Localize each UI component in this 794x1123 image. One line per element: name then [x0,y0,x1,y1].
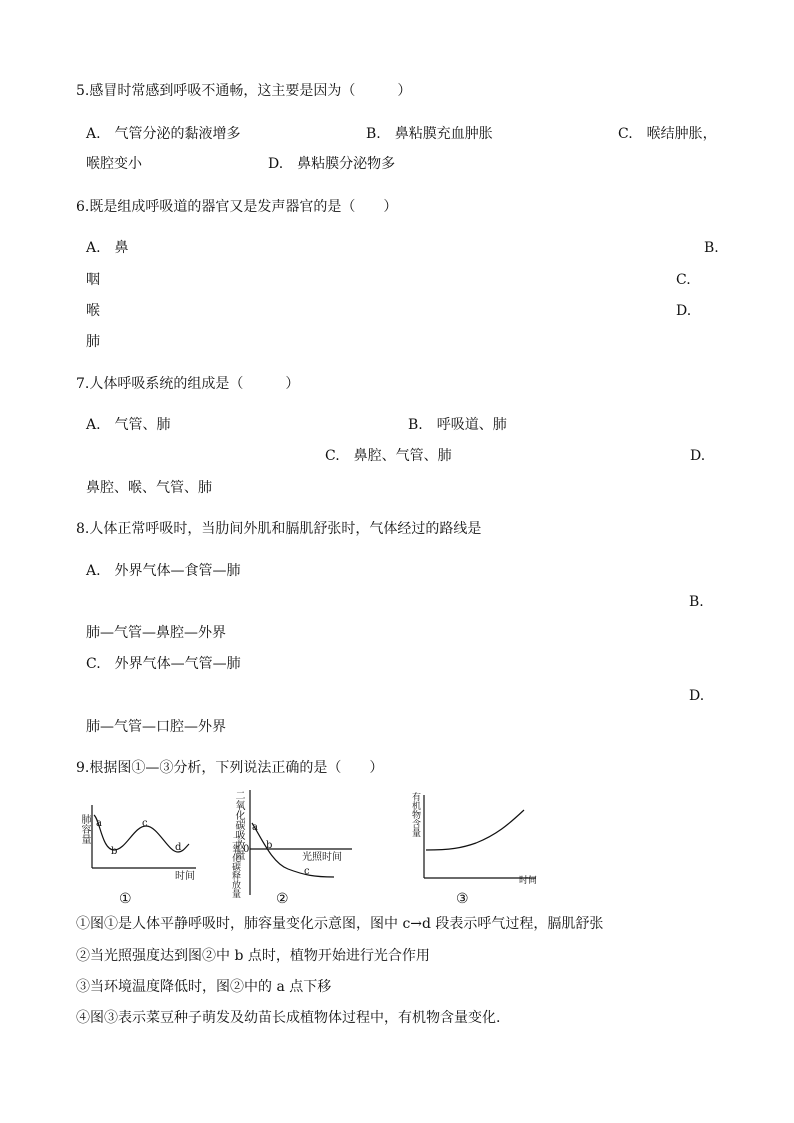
question-7-option-b: B. 呼吸道、肺 [408,417,507,433]
question-9-statement-1: ①图①是人体平静呼吸时，肺容量变化示意图，图中 c→d 段表示呼气过程，膈肌舒张 [76,916,604,932]
figure-2-x-label: 光照时间 [302,852,342,863]
question-6-option-c-text: 喉 [86,303,100,319]
figure-2-point-b: b [266,840,273,851]
question-7-option-c: C. 鼻腔、气管、肺 [325,448,452,464]
question-6-option-d-text: 肺 [86,334,100,350]
figure-1-caption: ① [119,891,132,907]
figure-1-y-label: 肺容量 [79,814,90,844]
figure-2-y-label-negative: 二氧化碳释放量 [230,835,240,898]
question-6-option-d-label: D. [676,303,692,319]
figure-2-point-c: c [304,866,310,877]
figure-2-plot [228,785,368,900]
question-8-option-a: A. 外界气体—食管—肺 [86,563,241,579]
question-7-option-d-text: 鼻腔、喉、气管、肺 [86,480,212,496]
figure-3-x-label: 时间 [519,876,538,886]
question-7-stem: 7.人体呼吸系统的组成是（ ） [76,376,300,392]
question-6-option-a: A. 鼻 [86,240,129,256]
figure-2-curve [252,823,334,877]
question-5-option-a: A. 气管分泌的黏液增多 [86,126,241,142]
question-5-option-c-continued: 喉腔变小 [86,156,142,172]
question-5-option-d: D. 鼻粘膜分泌物多 [268,156,396,172]
figure-2-point-a: a [252,822,258,833]
question-9-statement-2: ②当光照强度达到图②中 b 点时，植物开始进行光合作用 [76,948,430,964]
question-8-option-c: C. 外界气体—气管—肺 [86,656,241,672]
figure-3-plot [400,790,545,890]
figure-1-x-label: 时间 [175,871,195,882]
question-8-option-b-label: B. [689,594,704,610]
question-6-option-b-label: B. [704,240,719,256]
question-6-stem: 6.既是组成呼吸道的器官又是发声器官的是（ ） [76,199,398,215]
figure-2-zero: 0 [243,844,250,855]
figure-3-y-label: 有机物含量 [410,792,420,837]
figure-1-point-a: a [96,818,102,829]
question-8-option-b-text: 肺—气管—鼻腔—外界 [86,625,226,641]
question-5-option-c: C. 喉结肿胀， [618,126,717,142]
question-8-stem: 8.人体正常呼吸时，当肋间外肌和膈肌舒张时，气体经过的路线是 [76,521,482,537]
question-5-option-b: B. 鼻粘膜充血肿胀 [366,126,493,142]
figure-1-plot [76,800,206,910]
figure-3-caption: ③ [456,891,469,907]
question-8-option-d-text: 肺—气管—口腔—外界 [86,719,226,735]
question-5-stem: 5.感冒时常感到呼吸不通畅，这主要是因为（ ） [76,83,412,99]
question-9-statement-4: ④图③表示菜豆种子萌发及幼苗长成植物体过程中，有机物含量变化. [76,1010,501,1026]
question-8-option-d-label: D. [689,688,705,704]
question-6-option-c-label: C. [676,272,691,288]
figure-2-caption: ② [276,891,289,907]
question-9-statement-3: ③当环境温度降低时，图②中的 a 点下移 [76,979,332,995]
question-7-option-d-label: D. [690,448,706,464]
question-6-option-b-text: 咽 [86,272,100,288]
figure-3-curve [426,810,524,850]
question-9-stem: 9.根据图①—③分析，下列说法正确的是（ ） [76,760,384,776]
figure-1-point-c: c [142,818,148,829]
question-7-option-a: A. 气管、肺 [86,417,171,433]
figure-1-point-b: b [111,846,118,857]
figure-2-y-label-positive: 二氧化碳吸收量 [233,790,244,860]
figure-1-point-d: d [175,842,182,853]
